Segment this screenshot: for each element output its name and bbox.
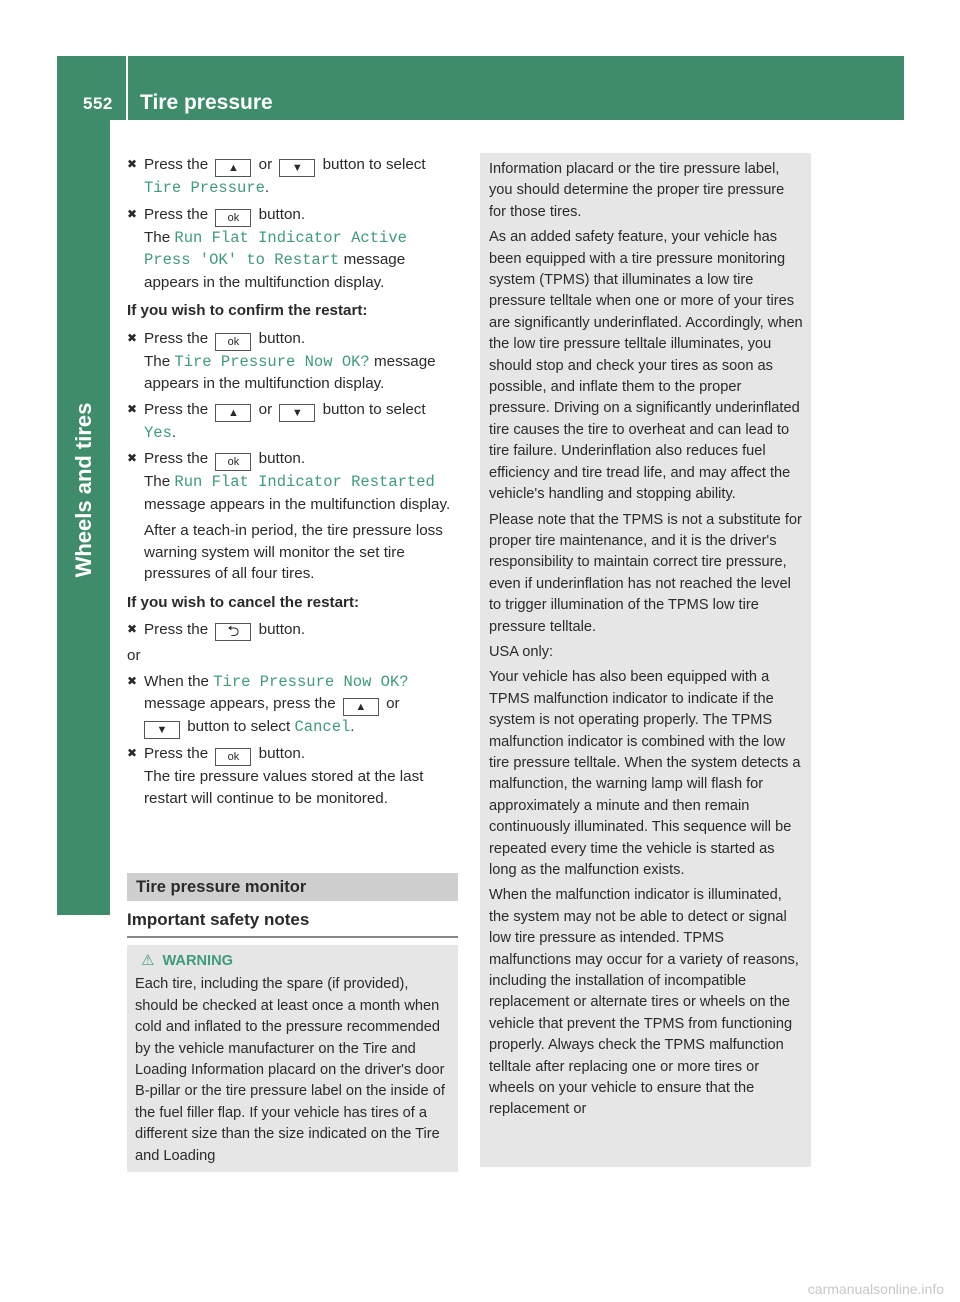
side-tab-label: Wheels and tires [70,402,96,578]
heading-confirm: If you wish to confirm the restart: [127,302,368,319]
step-press-ok-1: ✖ Press the ok button. The Run Flat Indicator Active Press 'OK' to Restart message appears in the multifunction display. [127,205,407,291]
left-column [127,154,459,813]
display-message: Tire Pressure Now OK? [213,672,409,691]
ok-key-icon: ok [215,453,251,471]
ok-key-icon: ok [215,748,251,766]
down-key-icon: ▼ [279,404,315,422]
paragraph: Please note that the TPMS is not a substitute for proper tire maintenance, and it is the driver's responsibility to maintain correct tire pressure, even if underinflation has not reached the level to trigger illumination of the TPMS low tire pressure telltale. [489,511,802,635]
side-tab-label-wrap [57,120,110,860]
up-key-icon: ▲ [215,404,251,422]
teach-in-note: After a teach-in period, the tire pressure loss warning system will monitor the set tire pressures of all four tires. [144,522,443,582]
step-press-ok-4: ✖ Press the ok button. The tire pressure values stored at the last restart will continue to be monitored. [127,745,424,807]
warning-box [127,945,458,1172]
back-key-icon: ⮌ [215,623,251,641]
up-key-icon: ▲ [215,159,251,177]
step-select-yes: ✖ Press the ▲ or ▼ button to select Yes. [127,400,426,442]
bullet-arrow-icon: ✖ [127,451,138,465]
bullet-arrow-icon: ✖ [127,401,138,416]
menu-code: Yes [144,423,172,442]
section-band-tire-pressure-monitor: Tire pressure monitor [127,873,458,901]
step-select-tire-pressure: ✖ Press the ▲ or ▼ button to select Tire Pressure. [127,156,426,197]
bullet-arrow-icon: ✖ [127,206,138,221]
ok-key-icon: ok [215,209,251,227]
menu-code: Cancel [294,718,351,736]
step-press-ok-3: ✖ Press the ok button. The Run Flat Indicator Restarted message appears in the multifunction display. After a teach-in period, the tire pressure loss warning system will monitor the set tire pressures of all four tires. [127,448,459,585]
section-title: Tire pressure [140,91,273,114]
step-select-cancel: ✖ When the Tire Pressure Now OK? message appears, press the ▲ or ▼ button to select Cancel. [127,671,459,740]
down-key-icon: ▼ [279,159,315,177]
step-press-ok-2: ✖ Press the ok button. The Tire Pressure Now OK? message appears in the multifunction display. [127,329,436,392]
up-key-icon: ▲ [343,698,379,716]
page-number: 552 [83,94,113,113]
paragraph: When the malfunction indicator is illuminated, the system may not be able to detect or signal low tire pressure as intended. TPMS malfunctions may occur for a variety of reasons, including the installation of incompatible replacement or alternate tires or wheels on the vehicle that prevent the TPMS from functioning properly. Always check the TPMS malfunction telltale after replacing one or more tires or wheels on your vehicle to ensure that the replacement or [489,887,799,1118]
paragraph: USA only: [489,643,554,660]
display-message: Tire Pressure Now OK? [174,352,370,371]
display-message: Run Flat Indicator Active [174,228,407,247]
bullet-arrow-icon: ✖ [127,622,138,636]
warning-triangle-icon: ⚠ [141,952,155,969]
paragraph: Information placard or the tire pressure label, you should determine the proper tire pressure for those tires. [489,161,785,220]
or-text: or [127,647,141,664]
watermark: carmanualsonline.info [807,1281,944,1297]
subheading-safety-notes: Important safety notes [127,910,458,938]
bullet-arrow-icon: ✖ [127,330,138,345]
step-press-back: ✖ Press the ⮌ button. [127,621,306,640]
ok-key-icon: ok [215,333,251,351]
display-message: Run Flat Indicator Restarted [174,473,435,491]
header-divider [126,56,128,120]
bullet-arrow-icon: ✖ [127,746,138,760]
bullet-arrow-icon: ✖ [127,157,138,171]
heading-cancel: If you wish to cancel the restart: [127,593,360,611]
bullet-arrow-icon: ✖ [127,673,138,688]
paragraph: Your vehicle has also been equipped with a TPMS malfunction indicator to indicate if the system is not operating properly. The TPMS malfunction indicator is combined with the low tire pressure telltale. When the system detects a malfunction, the warning lamp will flash for approximately a minute and then remain continuously illuminated. This sequence will be repeated every time the vehicle is started as long as the malfunction exists. [489,669,801,878]
down-key-icon: ▼ [144,721,180,739]
warning-header: ⚠ WARNING [135,950,452,972]
display-message: Press 'OK' to Restart [144,251,340,269]
menu-code: Tire Pressure [144,179,265,197]
warning-text: Each tire, including the spare (if provided), should be checked at least once a month when cold and inflated to the pressure recommended by the vehicle manufacturer on the Tire and Loading Information placard on the driver's door B-pillar or the tire pressure label on the inside of the fuel filler flap. If your vehicle has tires of a different size than the size indicated on the Tire and Loading [135,976,445,1164]
right-column [480,153,811,1167]
paragraph: As an added safety feature, your vehicle has been equipped with a tire pressure monitoring system (TPMS) that illuminates a low tire pressure telltale when one or more of your tires are significantly underinflated. Accordingly, when the low tire pressure telltale illuminates, you should stop and check your tires as soon as possible, and inflate them to the proper pressure. Driving on a significantly underinflated tire causes the tire to overheat and can lead to tire failure. Underinflation also reduces fuel efficiency and tire tread life, and may affect the vehicle's handling and stopping ability. [489,229,803,503]
